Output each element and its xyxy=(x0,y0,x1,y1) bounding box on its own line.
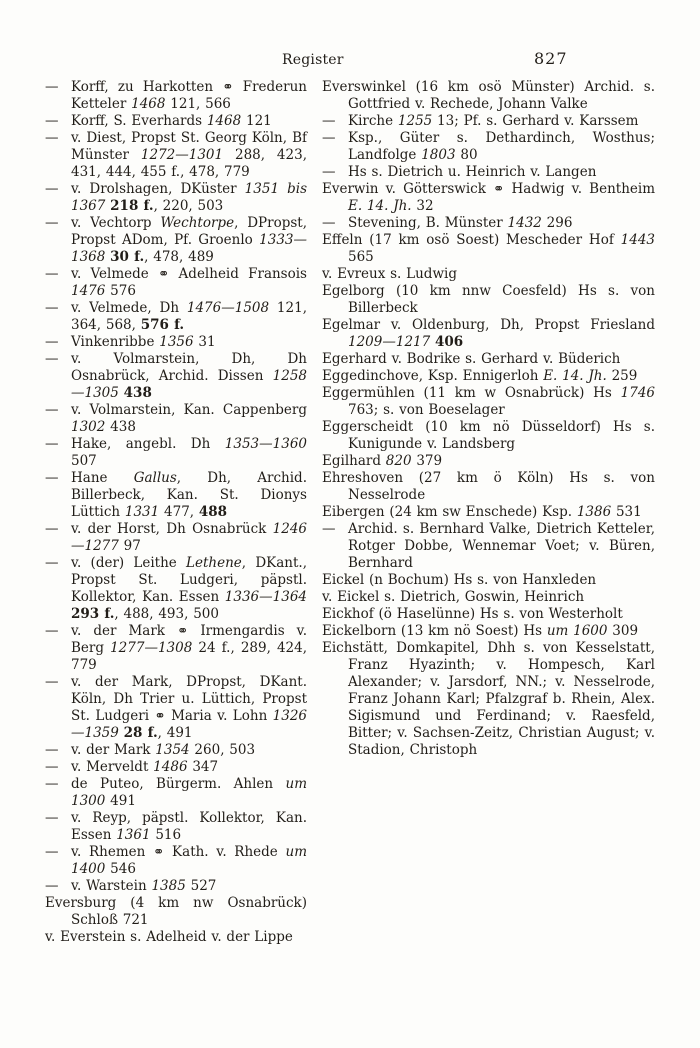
index-entry: — Ksp., Güter s. Dethardinch, Wosthus; Landfolge 1803 80 xyxy=(322,130,655,163)
index-entry: — v. Drolshagen, DKüster 1351 bis 1367 218 f., 220, 503 xyxy=(45,181,307,214)
index-entry: Eichstätt, Domkapitel, Dhh s. von Kesselstatt, Franz Hyazinth; v. Hompesch, Karl Alexander; v. Jarsdorf, NN.; v. Nesselrode, Franz Johann Karl; Pfalzgraf b. Rhein, Alex. Sigismund und Ferdinand; v. Raesfeld, Bitter; v. Sachsen-Zeitz, Christian August; v. Stadion, Christoph xyxy=(322,640,655,758)
index-entry: — v. der Mark 1354 260, 503 xyxy=(45,742,256,758)
index-entry: Eickel (n Bochum) Hs s. von Hanxleden xyxy=(322,572,597,588)
subentry-dash: — xyxy=(45,215,59,231)
index-entry: — v. (der) Leithe Lethene, DKant., Propst St. Ludgeri, päpstl. Kollektor, Kan. Essen 1336—1364 293 f., 488, 493, 500 xyxy=(45,555,307,622)
index-entry: — v. Diest, Propst St. Georg Köln, Bf Münster 1272—1301 288, 423, 431, 444, 455 f., 478, 779 xyxy=(45,130,307,180)
index-entry: — Vinkenribbe 1356 31 xyxy=(45,334,216,350)
subentry-dash: — xyxy=(322,521,336,537)
column-left xyxy=(45,79,307,946)
index-entry: v. Evreux s. Ludwig xyxy=(322,266,457,282)
index-entry: v. Everstein s. Adelheid v. der Lippe xyxy=(45,929,293,945)
running-title: Register xyxy=(282,52,344,68)
index-entry: — Hane Gallus, Dh, Archid. Billerbeck, Kan. St. Dionys Lüttich 1331 477, 488 xyxy=(45,470,307,520)
subentry-dash: — xyxy=(45,844,59,860)
index-entry: — Kirche 1255 13; Pf. s. Gerhard v. Karssem xyxy=(322,113,639,129)
index-entry: Eibergen (24 km sw Enschede) Ksp. 1386 531 xyxy=(322,504,642,520)
subentry-dash: — xyxy=(45,759,59,775)
subentry-dash: — xyxy=(322,164,336,180)
subentry-dash: — xyxy=(322,215,336,231)
index-entry: — de Puteo, Bürgerm. Ahlen um 1300 491 xyxy=(45,776,307,809)
subentry-dash: — xyxy=(45,130,59,146)
index-columns xyxy=(45,79,700,946)
index-entry: Egelmar v. Oldenburg, Dh, Propst Friesland 1209—1217 406 xyxy=(322,317,655,350)
index-entry: Egerhard v. Bodrike s. Gerhard v. Büderich xyxy=(322,351,621,367)
subentry-dash: — xyxy=(45,113,59,129)
index-entry: — Archid. s. Bernhard Valke, Dietrich Ketteler, Rotger Dobbe, Wennemar Voet; v. Büren, Bernhard xyxy=(322,521,655,571)
index-entry: — v. der Horst, Dh Osnabrück 1246—1277 97 xyxy=(45,521,307,554)
index-entry: — v. Volmarstein, Dh, Dh Osnabrück, Archid. Dissen 1258—1305 438 xyxy=(45,351,307,401)
index-entry: — v. Merveldt 1486 347 xyxy=(45,759,219,775)
index-entry: Everwin v. Götterswick ⚭ Hadwig v. Bentheim E. 14. Jh. 32 xyxy=(322,181,655,214)
index-entry: — Hs s. Dietrich u. Heinrich v. Langen xyxy=(322,164,597,180)
column-right xyxy=(322,79,655,946)
subentry-dash: — xyxy=(45,470,59,486)
index-entry: Ehreshoven (27 km ö Köln) Hs s. von Nesselrode xyxy=(322,470,655,503)
subentry-dash: — xyxy=(45,181,59,197)
index-entry: Effeln (17 km osö Soest) Mescheder Hof 1443 565 xyxy=(322,232,655,265)
index-entry: — v. der Mark ⚭ Irmengardis v. Berg 1277—1308 24 f., 289, 424, 779 xyxy=(45,623,308,673)
index-entry: — v. Rhemen ⚭ Kath. v. Rhede um 1400 546 xyxy=(45,844,307,877)
index-entry: Eggedinchove, Ksp. Ennigerloh E. 14. Jh. 259 xyxy=(322,368,638,384)
subentry-dash: — xyxy=(45,521,59,537)
subentry-dash: — xyxy=(45,810,59,826)
index-entry: — v. Vechtorp Wechtorpe, DPropst, Propst ADom, Pf. Groenlo 1333—1368 30 f., 478, 489 xyxy=(45,215,307,265)
index-entry: Eickhof (ö Haselünne) Hs s. von Westerholt xyxy=(322,606,623,622)
subentry-dash: — xyxy=(45,555,59,571)
index-entry: — v. Warstein 1385 527 xyxy=(45,878,217,894)
subentry-dash: — xyxy=(45,300,59,316)
subentry-dash: — xyxy=(45,351,59,367)
subentry-dash: — xyxy=(45,674,59,690)
subentry-dash: — xyxy=(45,266,59,282)
index-entry: — Korff, zu Harkotten ⚭ Frederun Ketteler 1468 121, 566 xyxy=(45,79,307,112)
page-number: 827 xyxy=(534,49,568,68)
index-entry: v. Eickel s. Dietrich, Goswin, Heinrich xyxy=(322,589,585,605)
index-entry: — v. der Mark, DPropst, DKant. Köln, Dh Trier u. Lüttich, Propst St. Ludgeri ⚭ Maria v. Lohn 1326—1359 28 f., 491 xyxy=(45,674,307,741)
subentry-dash: — xyxy=(45,742,59,758)
index-entry: Eickelborn (13 km nö Soest) Hs um 1600 309 xyxy=(322,623,639,639)
index-entry: — v. Volmarstein, Kan. Cappenberg 1302 438 xyxy=(45,402,307,435)
index-entry: Egilhard 820 379 xyxy=(322,453,443,469)
subentry-dash: — xyxy=(45,878,59,894)
page-header xyxy=(0,0,700,70)
subentry-dash: — xyxy=(45,402,59,418)
index-entry: Eversburg (4 km nw Osnabrück) Schloß 721 xyxy=(45,895,307,928)
index-entry: — v. Reyp, päpstl. Kollektor, Kan. Essen 1361 516 xyxy=(45,810,307,843)
index-entry: Egelborg (10 km nnw Coesfeld) Hs s. von Billerbeck xyxy=(322,283,655,316)
index-entry: — v. Velmede ⚭ Adelheid Fransois 1476 576 xyxy=(45,266,307,299)
subentry-dash: — xyxy=(322,113,336,129)
subentry-dash: — xyxy=(45,776,59,792)
subentry-dash: — xyxy=(45,79,59,95)
index-entry: — v. Velmede, Dh 1476—1508 121, 364, 568, 576 f. xyxy=(45,300,307,333)
index-entry: — Korff, S. Everhards 1468 121 xyxy=(45,113,272,129)
index-entry: Eggermühlen (11 km w Osnabrück) Hs 1746 763; s. von Boeselager xyxy=(322,385,655,418)
subentry-dash: — xyxy=(45,623,59,639)
index-entry: Everswinkel (16 km osö Münster) Archid. s. Gottfried v. Rechede, Johann Valke xyxy=(322,79,655,112)
index-entry: Eggerscheidt (10 km nö Düsseldorf) Hs s. Kunigunde v. Landsberg xyxy=(322,419,655,452)
index-entry: — Hake, angebl. Dh 1353—1360 507 xyxy=(45,436,307,469)
index-entry: — Stevening, B. Münster 1432 296 xyxy=(322,215,573,231)
subentry-dash: — xyxy=(45,436,59,452)
subentry-dash: — xyxy=(322,130,336,146)
subentry-dash: — xyxy=(45,334,59,350)
